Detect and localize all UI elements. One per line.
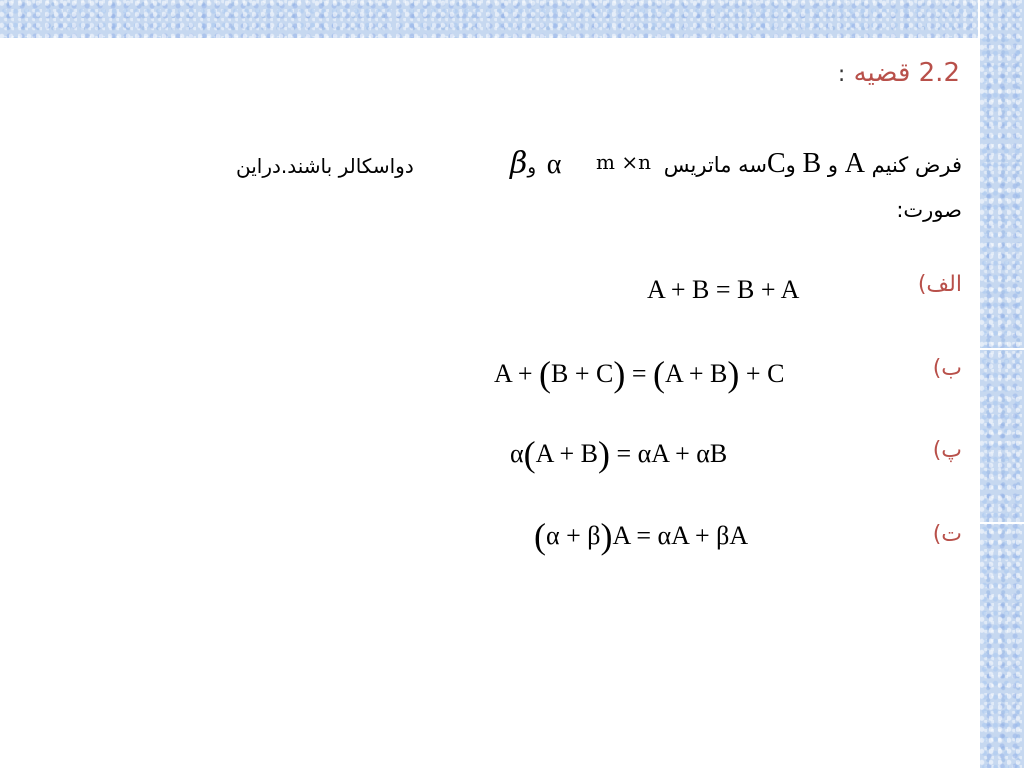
formula-d bbox=[534, 518, 748, 554]
formula-a: A + B = B + A bbox=[647, 275, 800, 304]
formula-b-part: + C bbox=[739, 359, 785, 388]
formula-b-part: A + bbox=[494, 359, 540, 388]
formula-b-paren: ) bbox=[613, 354, 626, 394]
and-3: و bbox=[527, 157, 537, 178]
formula-d-part: A = αA + βA bbox=[612, 521, 749, 550]
var-c: C bbox=[766, 148, 786, 179]
size-m: m bbox=[596, 150, 615, 174]
formula-b-part: A + B bbox=[665, 359, 728, 388]
statement-lead: فرض کنیم bbox=[871, 153, 962, 177]
formula-b-part: B + C bbox=[551, 359, 614, 388]
slide-edge bbox=[978, 0, 980, 768]
var-b: B bbox=[802, 148, 822, 179]
size-x: × bbox=[621, 150, 639, 174]
item-label-d: ت) bbox=[932, 522, 962, 547]
theorem-colon: : bbox=[837, 62, 846, 87]
statement-tail bbox=[236, 154, 414, 178]
beta-symbol: β bbox=[510, 146, 528, 181]
and-2: و bbox=[785, 153, 796, 177]
formula-d-part: α + β bbox=[546, 521, 601, 550]
formula-c-paren: ) bbox=[597, 434, 610, 474]
formula-d-paren: ( bbox=[534, 516, 546, 556]
formula-b-paren: ( bbox=[539, 354, 552, 394]
alpha-symbol: α bbox=[546, 149, 562, 180]
three-matrices: سه ماتریس bbox=[663, 153, 767, 177]
theorem-title: قضیه bbox=[853, 58, 911, 88]
formula-c bbox=[510, 436, 727, 472]
formula-b-paren: ( bbox=[653, 354, 666, 394]
formula-b bbox=[494, 356, 784, 392]
scalars bbox=[510, 146, 561, 181]
strip-separator bbox=[980, 522, 1024, 524]
top-texture-strip bbox=[0, 0, 980, 38]
formula-c-part: A + B bbox=[535, 439, 598, 468]
theorem-number: 2.2 bbox=[918, 58, 960, 88]
item-label-a: الف) bbox=[917, 272, 962, 297]
statement-line-1 bbox=[664, 148, 962, 180]
statement-tail-text: دواسکالر باشند.دراین bbox=[236, 154, 414, 178]
statement-line-2-text: صورت: bbox=[896, 198, 962, 222]
right-texture-strip bbox=[980, 0, 1024, 768]
formula-c-part: = αA + αB bbox=[609, 439, 728, 468]
strip-separator bbox=[980, 348, 1024, 350]
formula-b-part: = bbox=[625, 359, 654, 388]
formula-c-part: α bbox=[510, 439, 524, 468]
statement-line-2 bbox=[896, 198, 962, 222]
formula-d-paren: ) bbox=[600, 516, 613, 556]
size-n: n bbox=[638, 150, 651, 174]
formula-b-paren: ) bbox=[727, 354, 740, 394]
formula-c-paren: ( bbox=[523, 434, 536, 474]
theorem-heading bbox=[838, 58, 960, 88]
var-a: A bbox=[844, 148, 865, 179]
item-label-c: پ) bbox=[932, 438, 962, 463]
matrix-size bbox=[596, 150, 651, 174]
item-label-b: ب) bbox=[932, 356, 962, 381]
and-1: و bbox=[827, 153, 839, 177]
